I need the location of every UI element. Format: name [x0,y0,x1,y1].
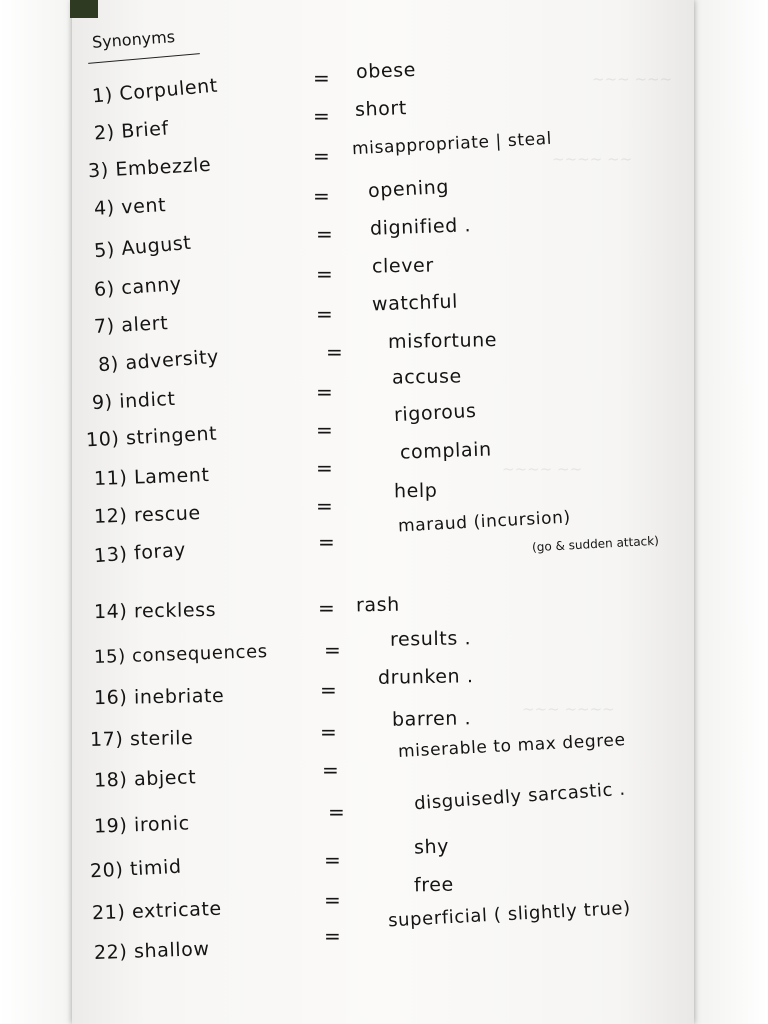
entry-word: foray [133,538,187,565]
entry-meaning: dignified . [369,214,472,240]
entry-number: 9) [91,391,114,415]
entry-word: timid [129,855,183,881]
equals-sign: = [313,104,330,128]
entry-meaning: clever [371,254,434,278]
entry-number: 2) [93,121,116,145]
entry-meaning: superficial ( slightly true) [387,897,632,932]
equals-sign: = [326,340,343,364]
entry-term [91,388,176,414]
entry-word: sterile [129,727,194,751]
entry-word: indict [118,387,177,413]
entry-word: August [120,231,193,260]
entry-number: 11) [93,466,128,491]
entry-meaning: accuse [391,365,462,389]
equals-sign: = [318,530,335,554]
entry-meaning: rash [355,593,400,617]
equals-sign: = [316,494,333,518]
entry-term [93,312,168,338]
entry-word: rescue [133,502,202,527]
entry-number: 8) [97,352,120,377]
equals-sign: = [324,924,341,948]
entry-meaning: results . [389,627,472,651]
entry-number: 17) [89,728,124,751]
entry-number: 6) [93,277,116,302]
entry-meaning: watchful [371,290,459,316]
equals-sign: = [316,380,333,404]
entry-number: 5) [93,238,116,263]
right-margin-strip [694,0,768,1024]
equals-sign: = [316,418,333,442]
page-title: Synonyms [91,27,176,52]
entry-meaning: obese [355,58,417,84]
equals-sign: = [320,678,337,702]
entry-number: 21) [91,901,126,925]
entry-number: 12) [93,504,128,528]
equals-sign: = [316,222,333,246]
entry-number: 4) [93,196,116,220]
entry-meaning: barren . [391,707,472,731]
entry-meaning: disguisedly sarcastic . [413,778,627,815]
bleed-through: ~~~~ ~~ [552,150,633,168]
equals-sign: = [328,800,345,824]
entry-word: extricate [131,897,223,923]
entry-number: 19) [93,814,128,838]
entry-word: consequences [131,640,269,667]
entry-meaning: short [354,97,408,121]
entry-meaning: free [413,873,455,897]
entry-number: 7) [93,314,116,338]
entry-word: reckless [133,598,217,623]
entry-word: Corpulent [118,74,219,106]
photo-corner [70,0,98,18]
bleed-through: ~~~ ~~~ [592,70,673,88]
equals-sign: = [313,66,330,90]
entry-word: ironic [133,812,191,837]
entry-number: 10) [85,427,121,452]
entry-word: abject [133,766,197,791]
bleed-through: ~~~ ~~~~ [522,700,615,718]
entry-word: canny [120,272,183,300]
entry-term [94,766,197,792]
entry-meaning: miserable to max degree [397,730,627,762]
entry-word: inebriate [133,684,225,709]
equals-sign: = [316,302,333,326]
entry-word: shallow [133,937,210,963]
entry-word: stringent [125,422,218,450]
entry-number: 3) [87,159,110,183]
entry-term [94,938,210,964]
entry-note: (go & sudden attack) [531,533,660,555]
equals-sign: = [322,758,339,782]
equals-sign: = [320,720,337,744]
entry-meaning: help [393,479,438,503]
entry-term [94,464,210,490]
equals-sign: = [324,888,341,912]
entry-word: alert [120,312,169,337]
equals-sign: = [324,638,341,662]
entry-word: Brief [120,117,170,143]
entry-number: 15) [93,645,127,669]
entry-meaning: rigorous [393,399,478,427]
entry-meaning: shy [413,835,450,859]
entry-term [90,727,194,751]
equals-sign: = [316,262,333,286]
entry-number: 18) [93,768,128,792]
entry-term [93,194,166,220]
entry-word: Lament [133,463,210,489]
entry-word: Embezzle [114,153,212,181]
entry-meaning: maraud (incursion) [397,507,572,537]
entry-meaning: drunken . [377,665,474,689]
equals-sign: = [316,456,333,480]
entry-meaning: complain [399,438,493,464]
entry-number: 22) [93,940,128,965]
entry-term [94,685,225,709]
left-margin-strip [0,0,72,1024]
entry-word: adversity [124,345,220,375]
equals-sign: = [318,596,335,620]
entry-number: 1) [91,83,114,108]
entry-number: 13) [93,542,129,568]
equals-sign: = [313,144,330,168]
entry-term [94,812,190,837]
equals-sign: = [313,184,330,208]
entry-term [94,502,201,528]
entry-number: 20) [89,858,124,883]
equals-sign: = [324,848,341,872]
bleed-through: ~~~~ ~~ [502,460,583,478]
entry-meaning: misappropriate | steal [351,128,553,160]
entry-meaning: opening [367,175,450,203]
entry-word: vent [120,194,167,219]
entry-number: 14) [93,600,128,624]
entry-number: 16) [93,686,128,710]
entry-term [92,898,223,925]
entry-meaning: misfortune [387,329,498,353]
entry-term [94,599,217,623]
